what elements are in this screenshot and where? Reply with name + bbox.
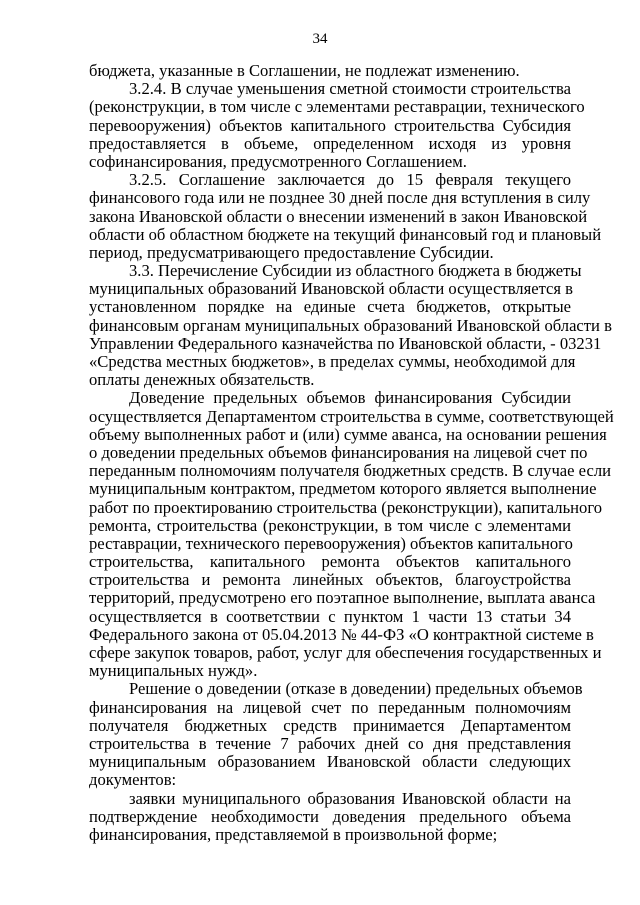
text-line: документов: (89, 770, 177, 790)
text-line: реставрации, технического перевооружения) объектов капитального (89, 533, 573, 553)
text-line: муниципальных нужд». (89, 661, 258, 681)
text-line: оплаты денежных обязательств. (89, 370, 315, 390)
document-body (89, 61, 614, 844)
text-line: бюджета, указанные в Соглашении, не подлежат изменению. (89, 61, 520, 80)
text-line: перевооружения) объектов капитального строительства Субсидия (89, 115, 571, 135)
text-line: получателя бюджетных средств принимается Департаментом (89, 715, 571, 735)
text-line: 3.3. Перечисление Субсидии из областного бюджета в бюджеты (129, 261, 582, 281)
text-line: муниципальным контрактом, предметом которого является выполнение (89, 479, 597, 499)
text-line: работ по проектированию строительства (реконструкции), капитального (89, 497, 603, 517)
text-line: муниципальным образованием Ивановской области следующих (89, 752, 571, 772)
paragraph (89, 79, 585, 171)
text-line: сфере закупок товаров, работ, услуг для обеспечения государственных и (89, 643, 602, 662)
text-line: период, предусматривающего предоставление Субсидии. (89, 242, 494, 262)
text-line: финансовым органам муниципальных образований Ивановской области в (89, 315, 612, 335)
text-line: Управлении Федерального казначейства по Ивановской области, - 03231 (89, 333, 602, 353)
text-line: строительства, капитального ремонта объектов капитального (89, 552, 571, 572)
paragraph (89, 679, 583, 790)
paragraph (89, 261, 612, 390)
text-line: 3.2.4. В случае уменьшения сметной стоимости строительства (129, 79, 571, 99)
text-line: муниципальных образований Ивановской области осуществляется в (89, 279, 574, 299)
text-line: Решение о доведении (отказе в доведении) предельных объемов (129, 679, 583, 699)
paragraph (89, 170, 602, 262)
text-line: «Средства местных бюджетов», в пределах суммы, необходимой для (89, 352, 576, 371)
text-line: ремонта, строительства (реконструкции, в том числе с элементами (89, 515, 571, 535)
text-line: (реконструкции, в том числе с элементами реставрации, технического (89, 97, 585, 117)
text-line: предоставляется в объеме, определенном исходя из уровня (89, 133, 571, 153)
text-line: Федерального закона от 05.04.2013 № 44-ФЗ «О контрактной системе в (89, 624, 594, 644)
text-line: финансирования на лицевой счет по переданным полномочиям (89, 697, 571, 717)
text-line: установленном порядке на единые счета бюджетов, открытые (89, 297, 571, 317)
text-line: софинансирования, предусмотренного Соглашением. (89, 151, 467, 171)
text-line: строительства и ремонта линейных объектов, благоустройства (89, 570, 571, 590)
text-line: территорий, предусмотрено его поэтапное выполнение, выплата аванса (89, 588, 596, 608)
text-line: финансирования, представляемой в произвольной форме; (89, 824, 498, 844)
text-line: области об областном бюджете на текущий финансовый год и плановый (89, 224, 602, 244)
text-line: переданным полномочиям получателя бюджетных средств. В случае если (89, 461, 611, 481)
paragraph (89, 790, 571, 845)
text-line: осуществляется Департаментом строительства в сумме, соответствующей (89, 406, 614, 426)
text-line: подтверждение необходимости доведения предельного объема (89, 806, 571, 826)
page-number: 34 (312, 31, 328, 47)
text-line: Доведение предельных объемов финансирования Субсидии (129, 388, 571, 408)
text-line: заявки муниципального образования Ивановской области на (129, 788, 571, 808)
paragraph (89, 388, 614, 681)
text-line: строительства в течение 7 рабочих дней со дня представления (89, 733, 571, 753)
paragraph (89, 62, 571, 80)
text-line: осуществляется в соответствии с пунктом 1 части 13 статьи 34 (89, 606, 571, 626)
text-line: о доведении предельных объемов финансирования на лицевой счет по (89, 442, 588, 462)
text-line: объему выполненных работ и (или) сумме аванса, на основании решения (89, 424, 607, 444)
text-line: 3.2.5. Соглашение заключается до 15 февраля текущего (129, 170, 571, 190)
text-line: финансового года или не позднее 30 дней после дня вступления в силу (89, 188, 591, 208)
text-line: закона Ивановской области о внесении изменений в закон Ивановской (89, 206, 588, 226)
